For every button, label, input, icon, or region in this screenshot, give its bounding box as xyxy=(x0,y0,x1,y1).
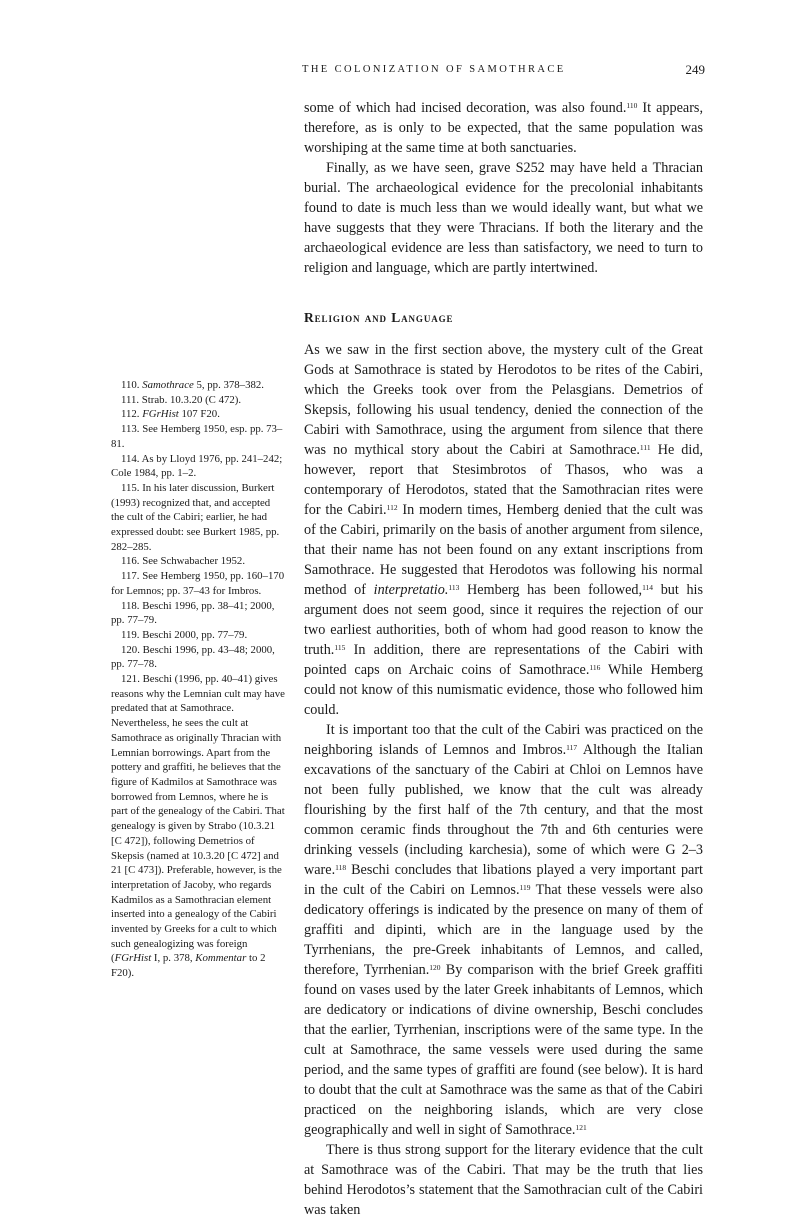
footnote-ref[interactable]: 118 xyxy=(335,863,347,872)
footnote-114: 114. As by Lloyd 1976, pp. 241–242; Cole 1984, pp. 1–2. xyxy=(111,452,283,480)
section-heading: Religion and Language xyxy=(304,310,454,325)
footnote-110: 110. Samothrace 5, pp. 378–382. xyxy=(121,379,264,391)
footnote-ref[interactable]: 113 xyxy=(448,583,460,592)
footnote-ref[interactable]: 112 xyxy=(386,503,398,512)
running-header xyxy=(300,64,705,80)
footnote-112: 112. FGrHist 107 F20. xyxy=(121,408,220,421)
main-text xyxy=(304,98,703,1220)
footnote-111: 111. Strab. 10.3.20 (C 472). xyxy=(121,393,242,406)
footnote-ref[interactable]: 117 xyxy=(566,743,578,752)
footnotes xyxy=(111,378,286,981)
footnote-ref[interactable]: 121 xyxy=(575,1123,587,1132)
footnote-117: 117. See Hemberg 1950, pp. 160–170 for Lemnos; pp. 37–43 for Imbros. xyxy=(111,570,285,597)
footnote-119: 119. Beschi 2000, pp. 77–79. xyxy=(121,628,248,641)
paragraph: It is important too that the cult of the Cabiri was practiced on the neighboring islands of Lemnos and Imbros.$^{117}$ Although the Italian excavations of the sanctuary of the Cabiri at Chloi on Lemnos have not been fully published, we know that the cult was already flourishing by the first half of the 7th century, and that the most common ceramic finds throughout the 7th and 6th centuries were drinking vessels (including karchesia), some of which were G 2–3 ware.$^{118}$ Beschi concludes that libations played a very important part in the cult of the Cabiri on Lemnos.$^{119}$ That these vessels were also dedicatory offerings is indicated by the presence on many of them of graffiti and dipinti, which are in the language used by the Tyrrhenians, the pre-Greek inhabitants of Lemnos, and called, therefore, Tyrrhenian.$^{120}$ By comparison with the brief Greek graffiti found on vases used by the later Greek inhabitants of Lemnos, which are dedicatory or indications of divine ownership, Beschi concludes that the earlier, Tyrrhenian, inscriptions were of the same type. In the cult at Samothrace, the same vessels were used during the same period, and the same types of graffiti are found (see below). It is hard to doubt that the cult at Samothrace was the same as that of the Cabiri practiced on the neighboring islands, which are very close geographically and well in sight of Samothrace.$^{121}$ xyxy=(304,722,703,1138)
footnote-115: 115. In his later discussion, Burkert (1993) recognized that, and accepted the cult of the Cabiri; earlier, he had expressed doubt: see Burkert 1985, pp. 282–285. xyxy=(111,481,280,553)
footnote-ref[interactable]: 120 xyxy=(429,963,441,972)
running-title: THE COLONIZATION OF SAMOTHRACE xyxy=(302,64,566,75)
paragraph: Finally, as we have seen, grave S252 may have held a Thracian burial. The archaeological evidence for the precolonial inhabitants found to date is much less than we would ideally want, but what we have suggests that they were Thracians. If both the literary and the archaeological evidence are less than satisfactory, we need to turn to religion and language, which are partly intertwined. xyxy=(304,160,703,276)
footnote-ref[interactable]: 110 xyxy=(626,101,638,110)
footnote-116: 116. See Schwabacher 1952. xyxy=(121,555,246,568)
footnote-ref[interactable]: 114 xyxy=(642,583,654,592)
paragraph: As we saw in the first section above, the mystery cult of the Great Gods at Samothrace is stated by Herodotos to be rites of the Cabiri, which the Greeks took over from the Pelasgians. Demetrios of Skepsis, following his usual tendency, denied the connection of the Cabiri with Samothrace, using the argument from silence that there was no mythical story about the Cabiri at Samothrace.$^{111}$ He did, however, report that Stesimbrotos of Thasos, who was a contemporary of Herodotos, stated that the Samothracian rites were for the Cabiri.$^{112}$ In modern times, Hemberg denied that the cult was of the Cabiri, primarily on the basis of another argument from silence, that their name has not been found on any extant inscriptions from Samothrace. He suggested that Herodotos was following his normal method of interpretatio.$^{113}$ Hemberg has been followed,$^{114}$ but his argument does not seem good, since it requires the rejection of our two earliest authorities, both of whom had good reason to know the truth.$^{115}$ In addition, there are representations of the Cabiri with pointed caps on Archaic coins of Samothrace.$^{116}$ While Hemberg could not know of this numismatic evidence, those who followed him could. xyxy=(304,342,703,718)
footnote-ref[interactable]: 111 xyxy=(639,443,651,452)
footnote-ref[interactable]: 115 xyxy=(334,643,346,652)
footnote-ref[interactable]: 119 xyxy=(519,883,531,892)
footnote-ref[interactable]: 116 xyxy=(589,663,601,672)
footnote-118: 118. Beschi 1996, pp. 38–41; 2000, pp. 77–79. xyxy=(111,599,275,627)
footnote-121: 121. Beschi (1996, pp. 40–41) gives reasons why the Lemnian cult may have predated that at Samothrace. Nevertheless, he sees the cult at Samothrace as originally Thracian with Lemnian borrowings. Apart from the pottery and graffiti, he believes that the figure of Kadmilos at Samothrace was borrowed from Lemnos, where he is part of the genealogy of the Cabiri. That genealogy is given by Strabo (10.3.21 [C 472]), following Demetrios of Skepsis (named at 10.3.20 [C 472] and 21 [C 473]). Preferable, however, is the interpretation of Jacoby, who regards Kadmilos as a Samothracian element inserted into a genealogy of the Cabiri invented by Greeks for a cult to which such genealogizing was foreign (FGrHist I, p. 378, Kommentar to 2 F20). xyxy=(111,673,285,980)
paragraph: some of which had incised decoration, was also found.$^{110}$ It appears, therefore, as is only to be expected, that the same population was worshiping at the same time at both sanctuaries. xyxy=(304,100,703,156)
page-number: 249 xyxy=(685,62,705,77)
paragraph: There is thus strong support for the literary evidence that the cult at Samothrace was of the Cabiri. That may be the truth that lies behind Herodotos’s statement that the Samothracian cult of the Cabiri was taken xyxy=(304,1142,703,1218)
footnote-113: 113. See Hemberg 1950, esp. pp. 73–81. xyxy=(111,423,283,450)
footnote-120: 120. Beschi 1996, pp. 43–48; 2000, pp. 77–78. xyxy=(111,643,275,671)
